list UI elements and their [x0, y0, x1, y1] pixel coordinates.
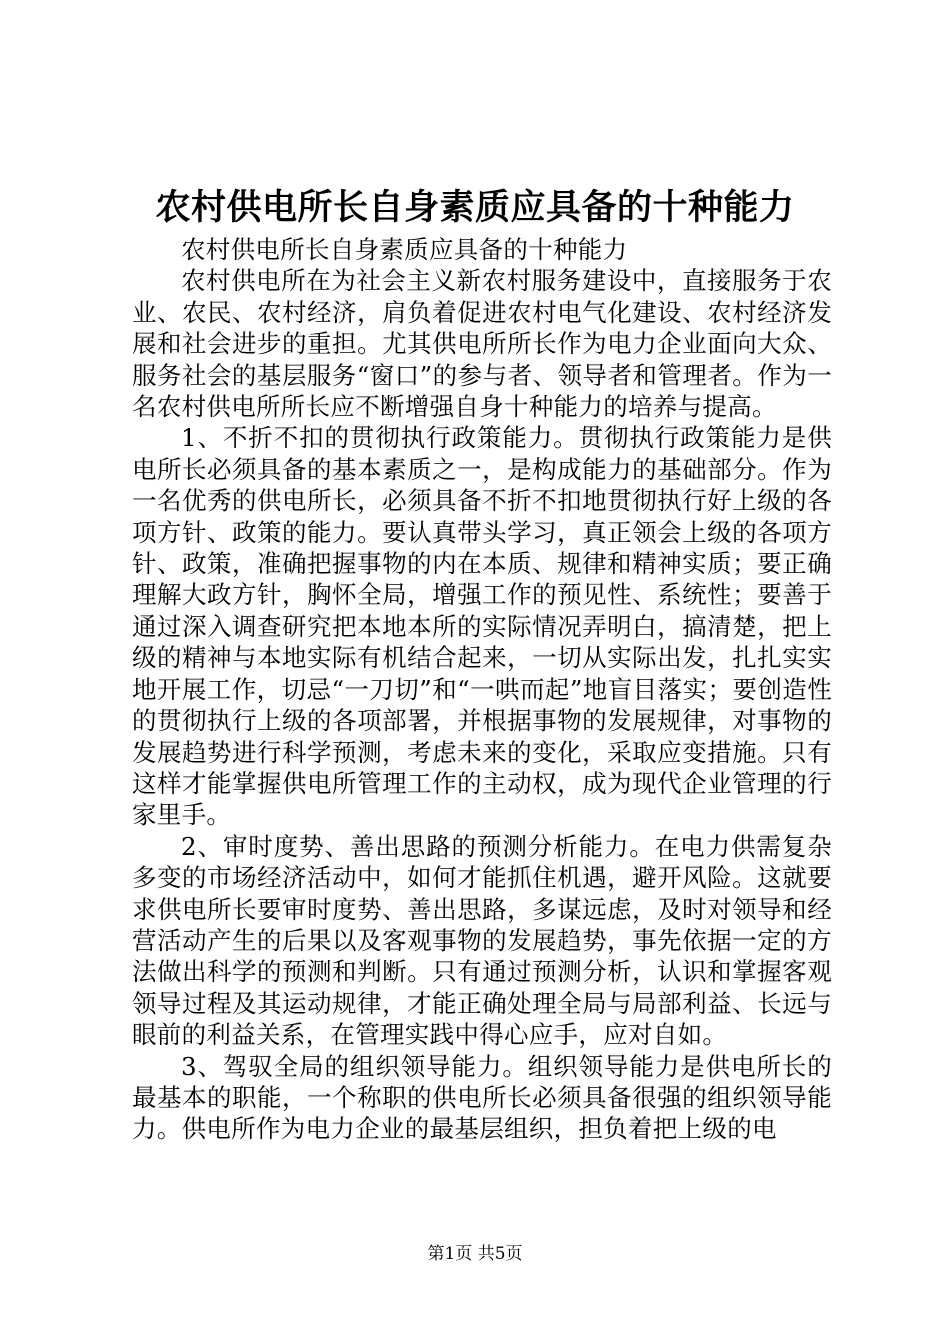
document-subtitle: 农村供电所长自身素质应具备的十种能力: [181, 235, 628, 264]
paragraph-1: 1、不折不扣的贯彻执行政策能力。贯彻执行政策能力是供电所长必须具备的基本素质之一，是构成能力的基础部分。作为一名优秀的供电所长，必须具备不折不扣地贯彻执行好上级的各项方针、政策的能力。要认真带头学习，真正领会上级的各项方针、政策，准确把握事物的内在本质、规律和精神实质；要正确理解大政方针，胸怀全局，增强工作的预见性、系统性；要善于通过深入调查研究把本地本所的实际情况弄明白，搞清楚，把上级的精神与本地实际有机结合起来，一切从实际出发，扎扎实实地开展工作，切忌“一刀切”和“一哄而起”地盲目落实；要创造性的贯彻执行上级的各项部署，并根据事物的发展规律，对事物的发展趋势进行科学预测，考虑未来的变化，采取应变措施。只有这样才能掌握供电所管理工作的主动权，成为现代企业管理的行家里手。: [132, 423, 832, 830]
paragraph-2: 2、审时度势、善出思路的预测分析能力。在电力供需复杂多变的市场经济活动中，如何才能抓住机遇，避开风险。这就要求供电所长要审时度势、善出思路，多谋远虑，及时对领导和经营活动产生的后果以及客观事物的发展趋势，事先依据一定的方法做出科学的预测和判断。只有通过预测分析，认识和掌握客观领导过程及其运动规律，才能正确处理全局与局部利益、长远与眼前的利益关系，在管理实践中得心应手，应对自如。: [132, 831, 832, 1050]
paragraph-3: 3、驾驭全局的组织领导能力。组织领导能力是供电所长的最基本的职能，一个称职的供电所长必须具备很强的组织领导能力。供电所作为电力企业的最基层组织，担负着把上级的电: [132, 1051, 832, 1144]
document-title: 农村供电所长自身素质应具备的十种能力: [155, 188, 795, 228]
paragraph-intro: 农村供电所在为社会主义新农村服务建设中，直接服务于农业、农民、农村经济，肩负着促进农村电气化建设、农村经济发展和社会进步的重担。尤其供电所所长作为电力企业面向大众、服务社会的基层服务“窗口”的参与者、领导者和管理者。作为一名农村供电所所长应不断增强自身十种能力的培养与提高。: [132, 266, 832, 422]
document-body: [132, 234, 832, 1145]
page-number-footer: 第1页 共5页: [427, 1244, 523, 1264]
